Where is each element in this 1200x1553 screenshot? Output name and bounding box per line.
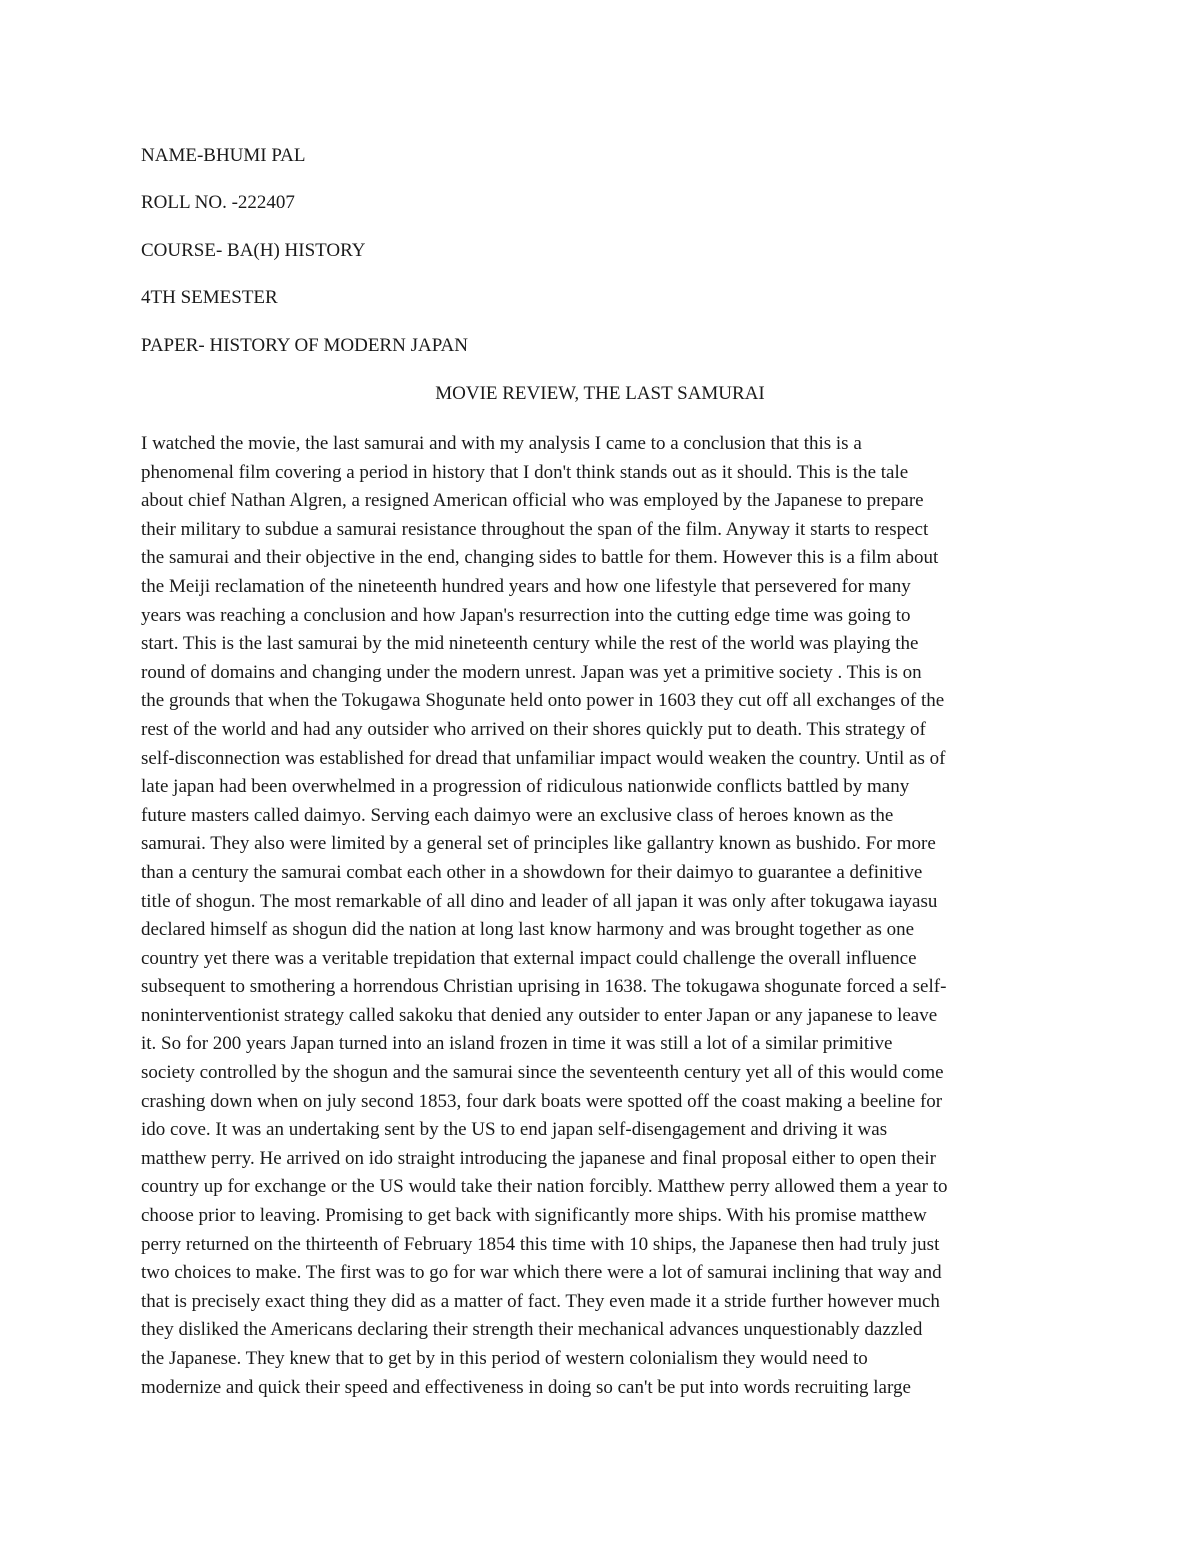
- body-line: ido cove. It was an undertaking sent by the US to end japan self-disengagement and driving it was: [141, 1119, 888, 1141]
- body-line: crashing down when on july second 1853, four dark boats were spotted off the coast making a beeline for: [141, 1090, 943, 1112]
- body-line: title of shogun. The most remarkable of all dino and leader of all japan it was only after tokugawa iayasu: [141, 890, 938, 912]
- body-line: that is precisely exact thing they did as a matter of fact. They even made it a stride further however much: [141, 1290, 940, 1312]
- student-name: NAME-BHUMI PAL: [141, 145, 306, 166]
- body-line: country up for exchange or the US would take their nation forcibly. Matthew perry allowed them a year to: [141, 1176, 948, 1198]
- body-line: modernize and quick their speed and effectiveness in doing so can't be put into words recruiting large: [141, 1376, 911, 1398]
- body-line: the Meiji reclamation of the nineteenth hundred years and how one lifestyle that persevered for many: [141, 575, 911, 597]
- document-title: MOVIE REVIEW, THE LAST SAMURAI: [435, 383, 765, 404]
- body-line: society controlled by the shogun and the samurai since the seventeenth century yet all of this would come: [141, 1062, 944, 1084]
- body-line: future masters called daimyo. Serving each daimyo were an exclusive class of heroes known as the: [141, 804, 894, 826]
- body-line: subsequent to smothering a horrendous Christian uprising in 1638. The tokugawa shogunate forced a self-: [141, 976, 947, 998]
- body-line: declared himself as shogun did the nation at long last know harmony and was brought together as one: [141, 919, 915, 941]
- body-line: it. So for 200 years Japan turned into an island frozen in time it was still a lot of a similar primitive: [141, 1033, 893, 1055]
- body-line: matthew perry. He arrived on ido straight introducing the japanese and final proposal either to open their: [141, 1147, 936, 1169]
- body-line: perry returned on the thirteenth of February 1854 this time with 10 ships, the Japanese then had truly just: [141, 1233, 940, 1255]
- body-line: self-disconnection was established for dread that unfamiliar impact would weaken the country. Until as of: [141, 747, 946, 769]
- body-line: phenomenal film covering a period in history that I don't think stands out as it should. This is the tale: [141, 461, 909, 483]
- body-line: noninterventionist strategy called sakoku that denied any outsider to enter Japan or any japanese to leave: [141, 1004, 938, 1026]
- body-line: start. This is the last samurai by the mid nineteenth century while the rest of the world was playing the: [141, 633, 919, 655]
- body-line: I watched the movie, the last samurai and with my analysis I came to a conclusion that this is a: [141, 433, 862, 454]
- body-line: than a century the samurai combat each other in a showdown for their daimyo to guarantee a definitive: [141, 861, 923, 883]
- body-line: round of domains and changing under the modern unrest. Japan was yet a primitive society . This is on: [141, 661, 922, 683]
- body-line: their military to subdue a samurai resistance throughout the span of the film. Anyway it starts to respect: [141, 518, 929, 540]
- body-line: rest of the world and had any outsider who arrived on their shores quickly put to death. This strategy of: [141, 718, 926, 740]
- body-line: about chief Nathan Algren, a resigned American official who was employed by the Japanese to prepare: [141, 490, 924, 512]
- body-line: the grounds that when the Tokugawa Shogunate held onto power in 1603 they cut off all exchanges of the: [141, 690, 945, 712]
- semester: 4TH SEMESTER: [141, 287, 278, 308]
- body-line: the samurai and their objective in the end, changing sides to battle for them. However this is a film about: [141, 547, 939, 569]
- body-line: samurai. They also were limited by a general set of principles like gallantry known as bushido. For more: [141, 833, 936, 855]
- body-line: choose prior to leaving. Promising to get back with significantly more ships. With his promise matthew: [141, 1205, 927, 1227]
- body-line: the Japanese. They knew that to get by in this period of western colonialism they would need to: [141, 1348, 868, 1369]
- body-paragraph: [141, 430, 1071, 1402]
- body-line: they disliked the Americans declaring their strength their mechanical advances unquestionably dazzled: [141, 1319, 923, 1341]
- course: COURSE- BA(H) HISTORY: [141, 240, 366, 261]
- body-line: late japan had been overwhelmed in a progression of ridiculous nationwide conflicts battled by many: [141, 776, 910, 798]
- roll-number: ROLL NO. -222407: [141, 192, 295, 213]
- paper-title: PAPER- HISTORY OF MODERN JAPAN: [141, 335, 468, 356]
- body-line: two choices to make. The first was to go for war which there were a lot of samurai inclining that way and: [141, 1262, 942, 1284]
- body-line: years was reaching a conclusion and how Japan's resurrection into the cutting edge time was going to: [141, 604, 911, 626]
- body-line: country yet there was a veritable trepidation that external impact could challenge the overall influence: [141, 947, 917, 969]
